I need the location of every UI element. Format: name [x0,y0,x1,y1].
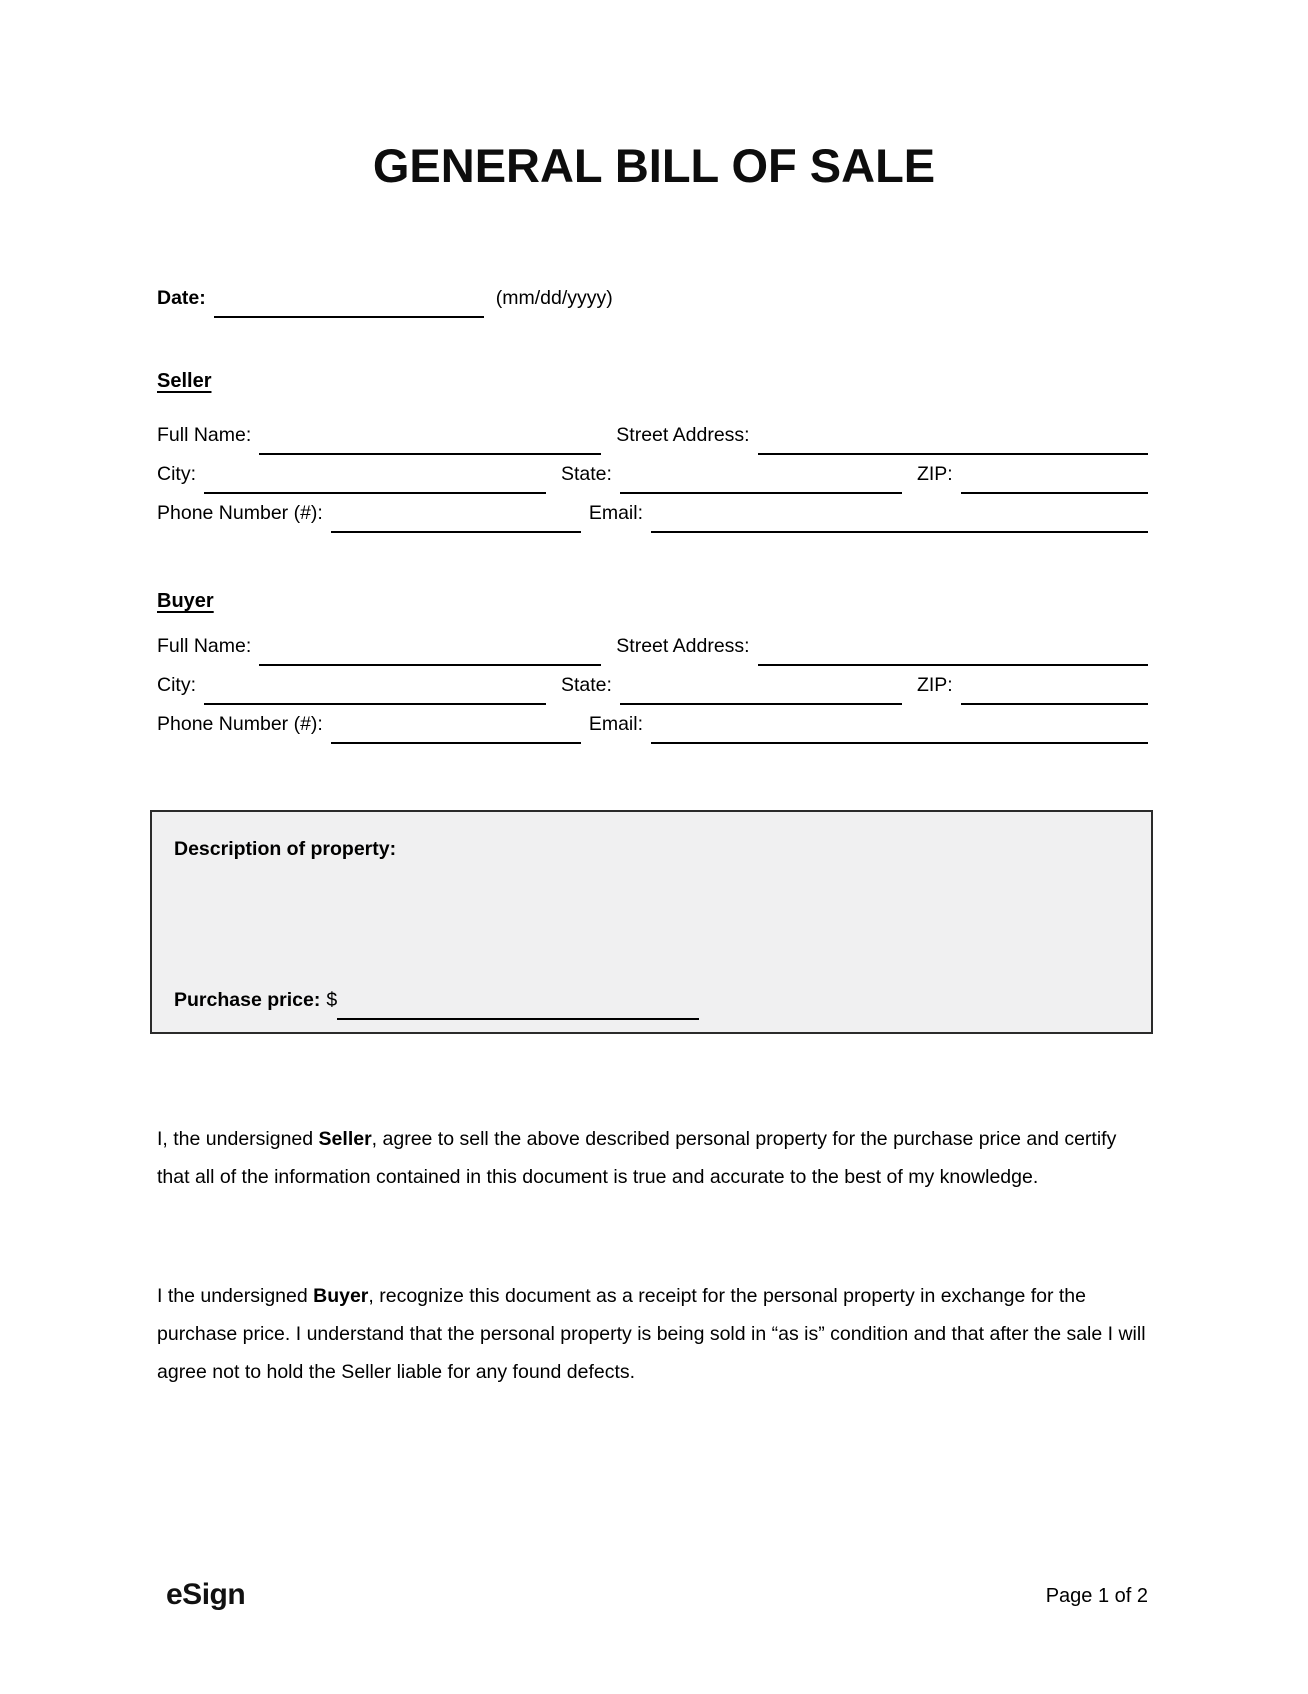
buyer-city-label: City: [157,674,196,696]
seller-name-address-row [157,413,1148,455]
currency-symbol: $ [326,989,338,1011]
buyer-full-name-label: Full Name: [157,635,252,657]
buyer-section-heading: Buyer [157,590,214,612]
seller-phone-label: Phone Number (#): [157,502,323,524]
date-label: Date: [157,287,206,309]
date-row [157,276,1148,318]
seller-email-line[interactable] [651,531,1148,533]
purchase-price-row [174,978,699,1020]
buyer-phone-line[interactable] [331,742,581,744]
buyer-statement-bold-word: Buyer [313,1285,369,1307]
seller-full-name-label: Full Name: [157,424,252,446]
esign-logo: eSign [166,1578,246,1611]
buyer-email-line[interactable] [651,742,1148,744]
purchase-price-label: Purchase price: [174,989,321,1011]
seller-city-label: City: [157,463,196,485]
buyer-zip-label: ZIP: [916,674,953,696]
buyer-state-label: State: [561,674,612,696]
property-description-input-area[interactable] [174,870,1129,962]
buyer-city-state-zip-row [157,663,1148,705]
property-description-box [150,810,1153,1034]
buyer-phone-label: Phone Number (#): [157,713,323,735]
seller-section-heading: Seller [157,370,212,392]
property-description-label: Description of property: [174,838,397,860]
buyer-name-address-row [157,624,1148,666]
purchase-price-line[interactable] [337,1018,699,1020]
buyer-statement-pre: I the undersigned [157,1285,314,1307]
page-number-indicator: Page 1 of 2 [1045,1585,1148,1607]
buyer-statement-post: , recognize this document as a receipt for the personal property in exchange for the purchase price. I understand that the personal property is being sold in “as is” condition and that after the sale I will agree not to hold the Seller liable for any found defects. [157,1285,1146,1383]
seller-statement-pre: I, the undersigned [157,1128,319,1150]
seller-phone-email-row [157,491,1148,533]
buyer-statement-paragraph [157,1277,1148,1391]
seller-city-state-zip-row [157,452,1148,494]
buyer-email-label: Email: [588,713,644,735]
seller-state-label: State: [561,463,612,485]
seller-statement-paragraph [157,1120,1148,1196]
seller-street-address-label: Street Address: [616,424,750,446]
seller-email-label: Email: [588,502,644,524]
seller-zip-label: ZIP: [916,463,953,485]
buyer-street-address-label: Street Address: [616,635,750,657]
seller-statement-post: , agree to sell the above described personal property for the purchase price and certify that all of the information contained in this document is true and accurate to the best of my knowledge. [157,1128,1117,1188]
date-input-line[interactable] [214,316,484,318]
seller-phone-line[interactable] [331,531,581,533]
page-title: GENERAL BILL OF SALE [372,139,936,192]
buyer-phone-email-row [157,702,1148,744]
date-format-hint: (mm/dd/yyyy) [495,287,613,309]
seller-statement-bold-word: Seller [318,1128,372,1150]
